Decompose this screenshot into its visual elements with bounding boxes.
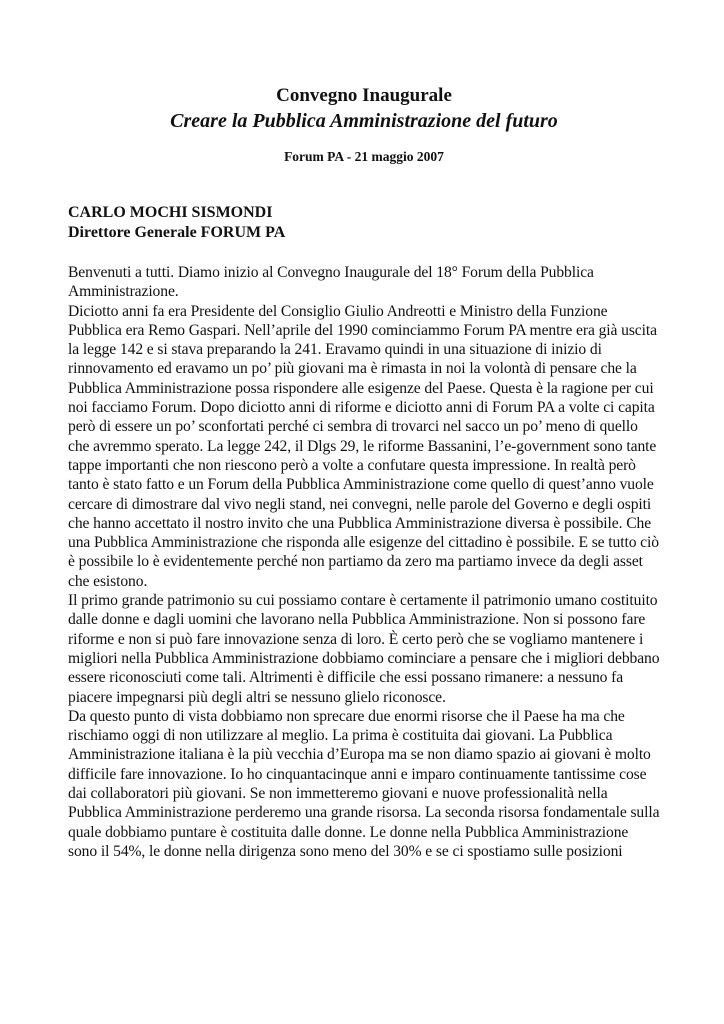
paragraph: Il primo grande patrimonio su cui possiamo contare è certamente il patrimonio umano costituito dalle donne e dagli uomini che lavorano nella Pubblica Amministrazione. Non si possono fare riforme e non si può fare innovazione senza di loro. È certo però che se vogliamo mantenere i migliori nella Pubblica Amministrazione dobbiamo cominciare a pensare che i migliori debbano essere riconosciuti come tali. Altrimenti è difficile che essi possano rimanere: a nessuno fa piacere impegnarsi più degli altri se nessuno glielo riconosce. — [68, 592, 660, 706]
speech-body — [68, 263, 660, 861]
document-title: Convegno Inaugurale — [276, 85, 452, 106]
event-line: Forum PA - 21 maggio 2007 — [284, 149, 444, 164]
paragraph: Benvenuti a tutti. Diamo inizio al Convegno Inaugurale del 18° Forum della Pubblica Amministrazione. — [68, 264, 594, 301]
speaker-name: CARLO MOCHI SISMONDI — [68, 204, 273, 221]
paragraph: Da questo punto di vista dobbiamo non sprecare due enormi risorse che il Paese ha ma che rischiamo oggi di non utilizzare al meglio. La prima è costituita dai giovani. La Pubblica Amministrazione italiana è la più vecchia d’Europa ma se non diamo spazio ai giovani è molto difficile fare innovazione. Io ho cinquantacinque anni e imparo continuamente tantissime cose dai collaboratori più giovani. Se non immetteremo giovani e nuove professionalità nella Pubblica Amministrazione perderemo una grande risorsa. La seconda risorsa fondamentale sulla quale dobbiamo puntare è costituita dalle donne. Le donne nella Pubblica Amministrazione sono il 54%, le donne nella dirigenza sono meno del 30% e se ci spostiamo sulle posizioni — [68, 707, 660, 860]
paragraph: Diciotto anni fa era Presidente del Consiglio Giulio Andreotti e Ministro della Funzione Pubblica era Remo Gaspari. Nell’aprile del 1990 cominciammo Forum PA mentre era già uscita la legge 142 e si stava preparando la 241. Eravamo quindi in una situazione di inizio di rinnovamento ed eravamo un po’ più giovani ma è rimasta in noi la volontà di pensare che la Pubblica Amministrazione possa rispondere alle esigenze del Paese. Questa è la ragione per cui noi facciamo Forum. Dopo diciotto anni di riforme e diciotto anni di Forum PA a volte ci capita però di essere un po’ sconfortati perché ci sembra di trovarci nel sacco un po’ meno di quello che avremmo sperato. La legge 242, il Dlgs 29, le riforme Bassanini, l’e-government sono tante tappe importanti che non riescono però a volte a confutare questa impressione. In realtà però tanto è stato fatto e un Forum della Pubblica Amministrazione come quello di quest’anno vuole cercare di dimostrare dal vivo negli stand, nei convegni, nelle parole del Governo e degli ospiti che hanno accettato il nostro invito che una Pubblica Amministrazione diversa è possibile. Che una Pubblica Amministrazione che risponda alle esigenze del cittadino è possibile. E se tutto ciò è possibile lo è evidentemente perché non partiamo da zero ma partiamo invece da degli asset che esistono. — [68, 302, 659, 590]
speaker-block — [68, 203, 660, 243]
document-page — [68, 84, 660, 861]
document-subtitle: Creare la Pubblica Amministrazione del futuro — [170, 110, 558, 132]
speaker-role: Direttore Generale FORUM PA — [68, 224, 286, 241]
